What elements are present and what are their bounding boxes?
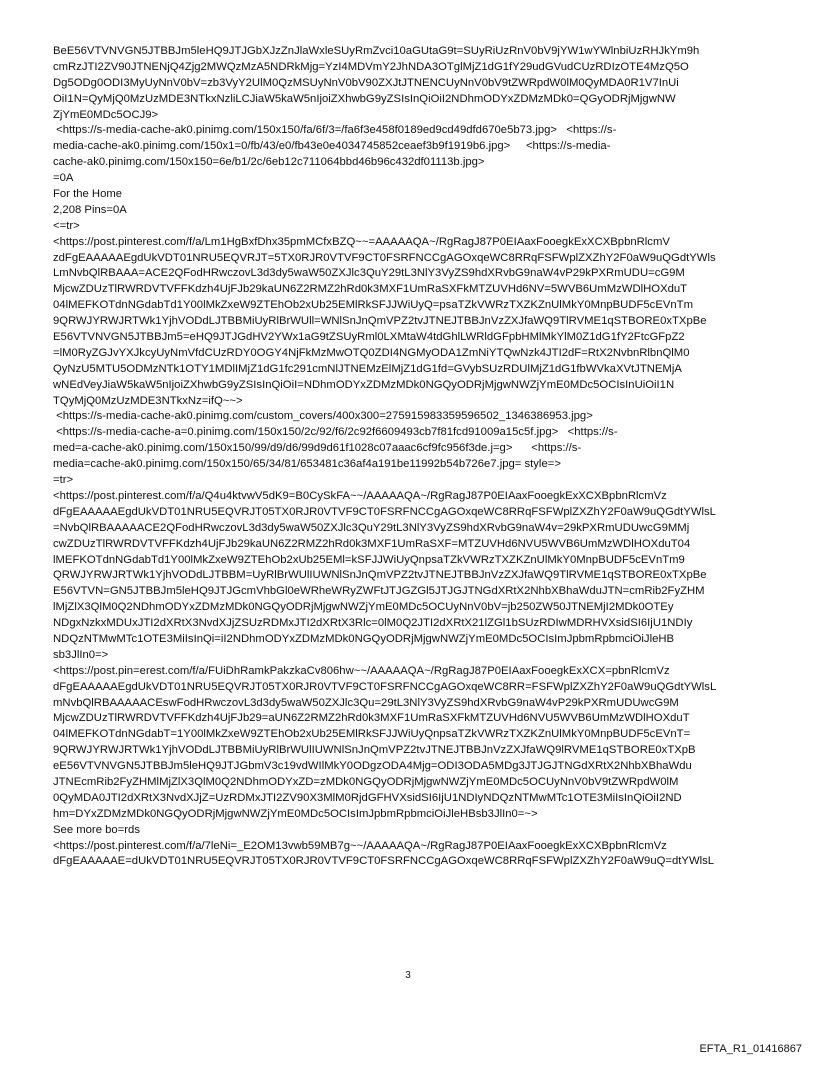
text-line: NDQzNTMwMTc1OTE3MiIsInQi=iI2NDhmODYxZDMzMDk0NGQyODRjMjgwNWZjYmE0MDc5OCIsImJpbmRpbmciOiJleHB xyxy=(53,632,675,645)
bates-number: EFTA_R1_01416867 xyxy=(699,1043,802,1055)
text-line: media=cache-ak0.pinimg.com/150x150/65/34/81/653481c36af4a191be11992b54b726e7.jpg= style=> xyxy=(53,458,561,471)
text-line: dFgEAAAAAE=dUkVDT01NRU5EQVRJT05TX0RJR0VTVF9CT0FSRFNCCgAGOxqeWC8RRqFSFWplZXZhY2F0aW9uQ=dtYWlsL xyxy=(53,855,715,868)
text-line: med=a-cache-ak0.pinimg.com/150x150/99/d9/d6/99d9d61f1028c07aaac6cf9fc956f3de.j=g> <https://s- xyxy=(53,442,582,455)
text-line: 9QRWJYRWJRTWk1YjhVODdLJTBBMiUyRlBrWUlIUWNlSnJnQmVPZ2tvJTNEJTBBJnVzZXJfaWQ9lRVME1qSTBORE0xTXpB xyxy=(53,744,696,757)
text-line: 9QRWJYRWJRTWk1YjhVODdLJTBBMiUyRlBrWUll=WNlSnJnQmVPZ2tvJTNEJTBBJnVzZXJfaWQ9TlRVME1qSTBORE0xTXpBe xyxy=(53,315,707,328)
text-line: See more bo=rds xyxy=(53,823,140,836)
text-line: <https://post.pinterest.com/f/a/7leNi=_E2OM13vwb59MB7g~~/AAAAAQA~/RgRagJ87P0EIAaxFooegkExXCXBpbnRlcmVz xyxy=(53,839,667,852)
text-line: 04lMEFKOTdnNGdabT=1Y00lMkZxeW9ZTEhOb2xUb25EMlRkSFJJWiUyQnpsaTZkVWRzTXZKZnUlMkY0MnpBUDF5cEVnT= xyxy=(53,728,691,741)
text-line: TQyMjQ0MzUzMDE3NTkxNz=ifQ~~> xyxy=(53,394,243,407)
text-line: dFgEAAAAAEgdUkVDT01NRU5EQVRJT05TX0RJR0VTVF9CT0FSRFNCCgAGOxqeWC8RR=FSFWplZXZhY2F0aW9uQGdtYWlsL xyxy=(53,680,717,693)
text-line: <https://post.pinterest.com/f/a/Q4u4ktvwV5dK9=B0CySkFA~~/AAAAAQA~/RgRagJ87P0EIAaxFooegkExXCXBpbnRlcmVz xyxy=(53,489,667,502)
text-line: ZjYmE0MDc5OCJ9> xyxy=(53,108,159,121)
text-line: lMjZlX3QlM0Q2NDhmODYxZDMzMDk0NGQyODRjMjgwNWZjYmE0MDc5OCUyNnV0bV=jb250ZW50JTNEMjI2MDk0OTEy xyxy=(53,601,674,614)
text-line: =0A xyxy=(53,172,74,185)
text-line: =tr> xyxy=(53,474,74,487)
text-line: QyNzU5MTU5ODMzNTk1OTY1MDlIMjZ1dG1fc291cmNlJTNEMzElMjZ1dG1fd=GVybSUzRDUlMjZ1dG1fbWVkaXVtJTNEMjA xyxy=(53,362,682,375)
text-line: <=tr> xyxy=(53,219,80,232)
text-line: mNvbQlRBAAAAACEswFodHRwczovL3d3dy5waW50ZXJlc3Qu=29tL3NlY3VyZS9hdXRvbG9naW4vP29kPXRmUDUwcG9M xyxy=(53,696,679,709)
email-body-text xyxy=(53,44,773,870)
text-line: cwZDUzTlRWRDVTVFFKdzh4UjFJb29kaUN6Z2RMZ2hRd0k3MXF1UmRaSXF=MTZUVHd6NVU5WVB6UmMzWDlHOXduT04 xyxy=(53,537,691,550)
page-number: 3 xyxy=(405,970,411,981)
text-line: E56VTVN=GN5JTBBJm5leHQ9JTJGcmVhbGl0eWRheWRyZWFtJTJGZGl5JTJGJTNGdXRtX2NhbXBhaWduJTN=cmRib2FyZHM xyxy=(53,585,705,598)
text-line: E56VTVNVGN5JTBBJm5=eHQ9JTJGdHV2YWx1aG9tZSUyRml0LXMtaW4tdGhlLWRldGFpbHMlMkYlM0Z1dG1fY2FtcGFpZ2 xyxy=(53,331,685,344)
text-line: wNEdVeyJiaW5kaW5nIjoiZXhwbG9yZSIsInQiOiI=NDhmODYxZDMzMDk0NGQyODRjMjgwNWZjYmE0MDc5OCIsInUiOiI1N xyxy=(53,378,675,391)
text-line: For the Home xyxy=(53,188,123,201)
text-line: sb3JlIn0=> xyxy=(53,648,109,661)
text-line: =NvbQlRBAAAAACE2QFodHRwczovL3d3dy5waW50ZXJlc3QuY29tL3NlY3VyZS9hdXRvbG9naW4v=29kPXRmUDUwcG9MMj xyxy=(53,521,690,534)
text-line: OiI1N=QyMjQ0MzUzMDE3NTkxNzliLCJiaW5kaW5nIjoiZXhwbG9yZSIsInQiOiI2NDhmODYxZDMzMDk0=QGyODRjMjgwNW xyxy=(53,92,676,105)
text-line: eE56VTVNVGN5JTBBJm5leHQ9JTJGbmV3c19vdWIlMkY0ODgzODA4Mjg=ODI3ODA5MDg3JTJGJTNGdXRtX2NhbXBhaWdu xyxy=(53,760,692,773)
text-line: MjcwZDUzTlRWRDVTVFFKdzh4UjFJb29=aUN6Z2RMZ2hRd0k3MXF1UmRaSXFkMTZUVHd6NVU5WVB6UmMzWDlHOXduT xyxy=(53,712,690,725)
text-line: JTNEcmRib2FyZHMlMjZlX3QlM0Q2NDhmODYxZD=zMDk0NGQyODRjMjgwNWZjYmE0MDc5OCUyNnV0bV9tZWRpdW0lM xyxy=(53,775,679,788)
text-line: lMEFKOTdnNGdabTd1Y00lMkZxeW9ZTEhOb2xUb25EMl=kSFJJWiUyQnpsaTZkVWRzTXZKZnUlMkY0MnpBUDF5cEVnTm9 xyxy=(53,553,685,566)
text-line: cache-ak0.pinimg.com/150x150=6e/b1/2c/6eb12c711064bbd46b96c432df01113b.jpg> xyxy=(53,156,485,169)
text-line: zdFgEAAAAAEgdUkVDT01NRU5EQVRJT=5TX0RJR0VTVF9CT0FSRFNCCgAGOxqeWC8RRqFSFWplZXZhY2F0aW9uQGdtYWls xyxy=(53,251,716,264)
text-line: 0QyMDA0JTI2dXRtX3NvdXJjZ=UzRDMxJTI2ZV90X3MlM0RjdGFHVXsidSI6IjU1NDIyNDQzNTMwMTc1OTE3MiIsInQiOiI2ND xyxy=(53,791,682,804)
text-line: BeE56VTVNVGN5JTBBJm5leHQ9JTJGbXJzZnJlaWxleSUyRmZvci10aGUtaG9t=SUyRiUzRnV0bV9jYW1wYWlnbiUzRHJkYm9h xyxy=(53,45,700,57)
text-line: QRWJYRWJRTWk1YjhVODdLJTBBM=UyRlBrWUlIUWNlSnJnQmVPZ2tvJTNEJTBBJnVzZXJfaWQ9TlRVME1qSTBORE0xTXpBe xyxy=(53,569,707,582)
text-line: media-cache-ak0.pinimg.com/150x1=0/fb/43/e0/fb43e0e4034745852ceaef3b9f1919b6.jpg> <https://s-media- xyxy=(53,140,611,153)
text-line: dFgEAAAAAEgdUkVDT01NRU5EQVRJT05TX0RJR0VTVF9CT0FSRFNCCgAGOxqeWC8RRqFSFWplZXZhY2F0aW9uQGdtYWlsL xyxy=(53,505,716,518)
text-line: <https://post.pinterest.com/f/a/Lm1HgBxfDhx35pmMCfxBZQ~~=AAAAAQA~/RgRagJ87P0EIAaxFooegkExXCXBpbnRlcmV xyxy=(53,235,670,248)
text-line: 2,208 Pins=0A xyxy=(53,203,127,216)
text-line: <https://s-media-cache-ak0.pinimg.com/custom_covers/400x300=275915983359596502_1346386953.jpg> xyxy=(53,410,593,423)
text-line: <https://s-media-cache-ak0.pinimg.com/150x150/fa/6f/3=/fa6f3e458f0189ed9cd49dfd670e5b73.jpg> <https://s- xyxy=(53,124,617,137)
text-line: 04lMEFKOTdnNGdabTd1Y00lMkZxeW9ZTEhOb2xUb25EMlRkSFJJWiUyQ=psaTZkVWRzTXZKZnUlMkY0MnpBUDF5cEVnTm xyxy=(53,299,693,312)
text-line: <https://post.pin=erest.com/f/a/FUiDhRamkPakzkaCv806hw~~/AAAAAQA~/RgRagJ87P0EIAaxFooegkExXCX=pbnRlcmVz xyxy=(53,664,670,677)
text-line: MjcwZDUzTlRWRDVTVFFKdzh4UjFJb29kaUN6Z2RMZ2hRd0k3MXF1UmRaSXFkMTZUVHd6NV=5WVB6UmMzWDlHOXduT xyxy=(53,283,688,296)
text-line: NDgxNzkxMDUxJTI2dXRtX3NvdXJjZSUzRDMxJTI2dXRtX3Rlc=0lM0Q2JTI2dXRtX21lZGl1bSUzRDIwMDRHVXsidSI6IjU1NDIy xyxy=(53,617,693,630)
text-line: =lM0RyZGJvYXJkcyUyNmVfdCUzRDY0OGY4NjFkMzMwOTQ0ZDI4NGMyODA1ZmNiYTQwNzk4JTI2dF=RtX2NvbnRlbnQlM0 xyxy=(53,346,690,359)
text-line: <https://s-media-cache-a=0.pinimg.com/150x150/2c/92/f6/2c92f6609493cb7f81fcd91009a15c5f.jpg> <https://s- xyxy=(53,426,618,439)
text-line: LmNvbQlRBAAA=ACE2QFodHRwczovL3d3dy5waW50ZXJlc3QuY29tL3NlY3VyZS9hdXRvbG9naW4vP29kPXRmUDU=cG9M xyxy=(53,267,685,280)
text-line: cmRzJTI2ZV90JTNENjQ4Zjg2MWQzMzA5NDRkMjg=YzI4MDVmY2JhNDA3OTglMjZ1dG1fY29udGVudCUzRDIzOTE4MzQ5O xyxy=(53,60,689,73)
text-line: Dg5ODg0ODI3MyUyNnV0bV=zb3VyY2UlM0QzMSUyNnV0bV90ZXJtJTNENCUyNnV0bV9tZWRpdW0lM0QyMDA0R1V7InUi xyxy=(53,76,679,89)
text-line: hm=DYxZDMzMDk0NGQyODRjMjgwNWZjYmE0MDc5OCIsImJpbmRpbmciOiJleHBsb3JlIn0=~> xyxy=(53,807,538,820)
